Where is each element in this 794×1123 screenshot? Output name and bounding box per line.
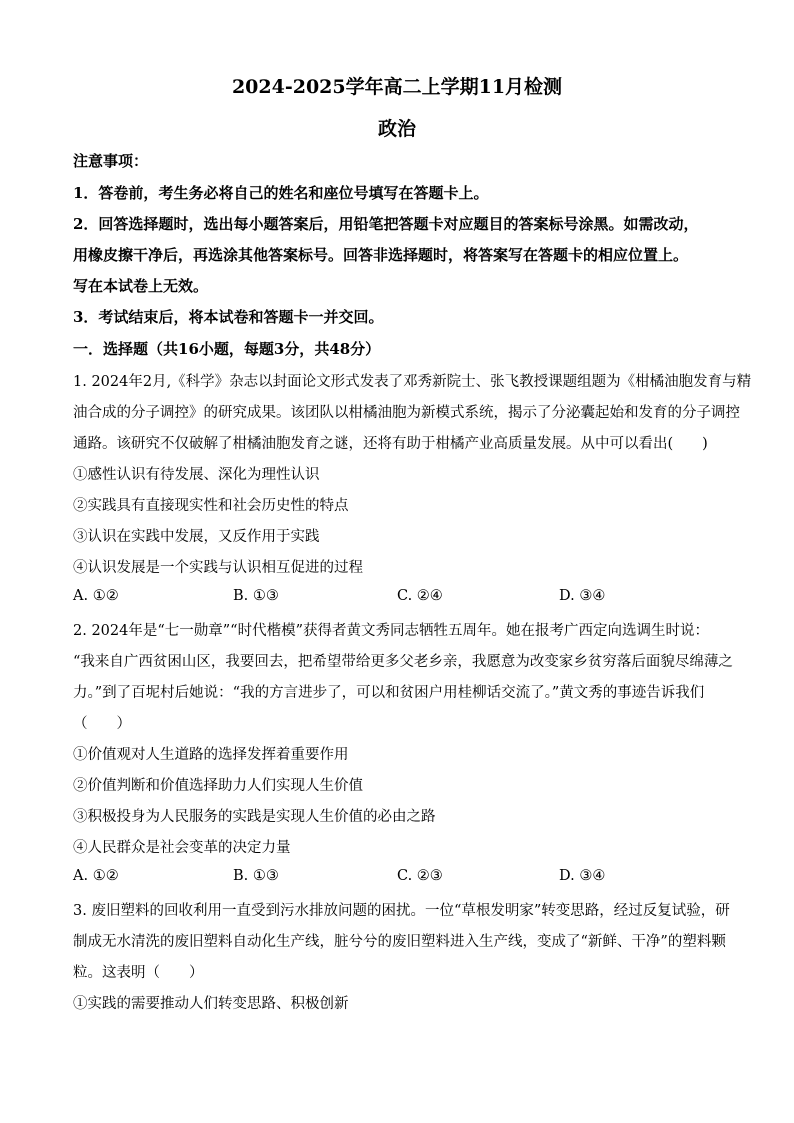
q1-option-b: B. ①③ xyxy=(233,588,279,604)
q2-stem-line-3: 力。”到了百坭村后她说：“我的方言进步了，可以和贫困户用桂柳话交流了。”黄文秀的事迹告诉我们 xyxy=(73,685,705,701)
q2-option-b: B. ①③ xyxy=(233,868,279,884)
notice-item-2-line-1: 2．回答选择题时，选出每小题答案后，用铅笔把答题卡对应题目的答案标号涂黑。如需改动， xyxy=(73,215,699,233)
q2-option-a: A. ①② xyxy=(73,868,119,884)
notice-item-2-line-2: 用橡皮擦干净后，再选涂其他答案标号。回答非选择题时，将答案写在答题卡的相应位置上。 xyxy=(73,246,689,264)
q2-statement-3: ③积极投身为人民服务的实践是实现人生价值的必由之路 xyxy=(73,809,436,825)
exam-title: 2024-2025学年高二上学期11月检测 xyxy=(231,76,563,98)
q1-stem-line-1: 1. 2024年2月,《科学》杂志以封面论文形式发表了邓秀新院士、张飞教授课题组题为《柑橘油胞发育与精 xyxy=(73,374,752,390)
q3-statement-1: ①实践的需要推动人们转变思路、积极创新 xyxy=(73,996,349,1012)
q2-statement-4: ④人民群众是社会变革的决定力量 xyxy=(73,840,291,856)
q2-option-c: C. ②③ xyxy=(397,868,443,884)
q1-statement-3: ③认识在实践中发展，又反作用于实践 xyxy=(73,529,320,545)
q2-statement-1: ①价值观对人生道路的选择发挥着重要作用 xyxy=(73,747,349,763)
q2-stem-line-2: “我来自广西贫困山区，我要回去，把希望带给更多父老乡亲，我愿意为改变家乡贫穷落后面貌尽绵薄之 xyxy=(73,654,733,670)
q1-statement-4: ④认识发展是一个实践与认识相互促进的过程 xyxy=(73,560,363,576)
q3-stem-line-3: 粒。这表明（ ） xyxy=(73,965,204,981)
notice-item-3: 3．考试结束后，将本试卷和答题卡一并交回。 xyxy=(73,308,384,326)
q2-stem-line-4: （ ） xyxy=(73,716,131,732)
notice-item-2-line-3: 写在本试卷上无效。 xyxy=(73,277,209,295)
subject-title: 政治 xyxy=(377,118,416,140)
q1-stem-line-2: 油合成的分子调控》的研究成果。该团队以柑橘油胞为新模式系统，揭示了分泌囊起始和发育的分子调控 xyxy=(73,405,740,421)
section-heading: 一．选择题（共16小题，每题3分，共48分） xyxy=(73,340,381,358)
q1-statement-1: ①感性认识有待发展、深化为理性认识 xyxy=(73,467,320,483)
q2-option-d: D. ③④ xyxy=(559,868,606,884)
q1-option-a: A. ①② xyxy=(73,588,119,604)
q1-option-d: D. ③④ xyxy=(559,588,606,604)
q2-statement-2: ②价值判断和价值选择助力人们实现人生价值 xyxy=(73,778,363,794)
q1-statement-2: ②实践具有直接现实性和社会历史性的特点 xyxy=(73,498,349,514)
q3-stem-line-1: 3. 废旧塑料的回收利用一直受到污水排放问题的困扰。一位“草根发明家”转变思路，经过反复试验，研 xyxy=(73,903,730,919)
q1-option-c: C. ②④ xyxy=(397,588,443,604)
q3-stem-line-2: 制成无水清洗的废旧塑料自动化生产线，脏兮兮的废旧塑料进入生产线，变成了“新鲜、干净”的塑料颗 xyxy=(73,934,726,950)
notice-item-1: 1．答卷前，考生务必将自己的姓名和座位号填写在答题卡上。 xyxy=(73,184,489,202)
notice-heading: 注意事项： xyxy=(73,152,149,170)
q2-stem-line-1: 2. 2024年是“七一勋章”“时代楷模”获得者黄文秀同志牺牲五周年。她在报考广西定向选调生时说： xyxy=(73,623,709,639)
q1-stem-line-3: 通路。该研究不仅破解了柑橘油胞发育之谜，还将有助于柑橘产业高质量发展。从中可以看出( ) xyxy=(73,436,708,452)
